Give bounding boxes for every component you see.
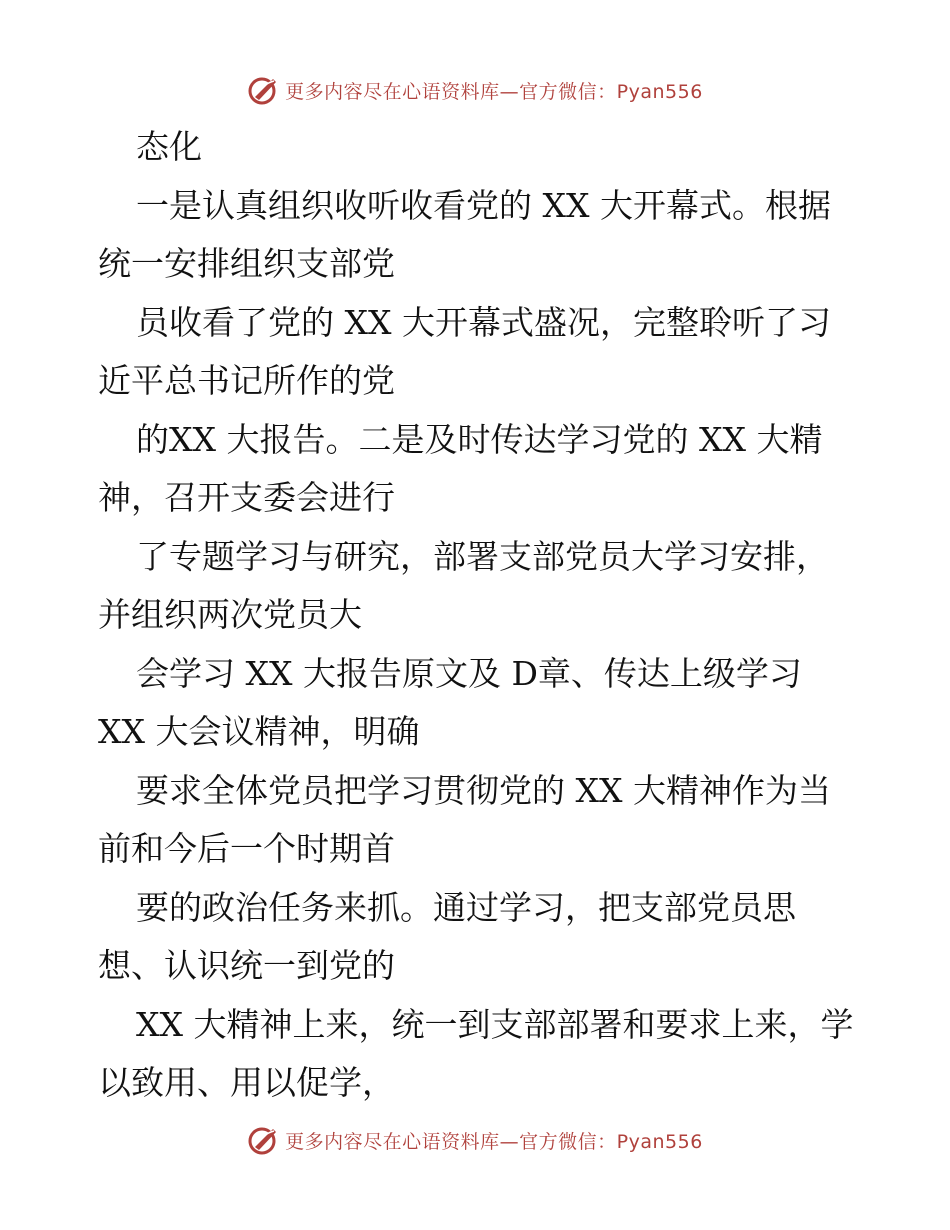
paragraph: 会学习 XX 大报告原文及 D章、传达上级学习 XX 大会议精神，明确	[98, 653, 813, 751]
quill-pen-logo-icon	[247, 1123, 281, 1157]
paragraph: XX 大精神上来，统一到支部部署和要求上来，学以致用、用以促学，	[98, 1004, 854, 1102]
footer-banner-text: 更多内容尽在心语资料库—官方微信：Pyan556	[285, 1130, 703, 1153]
paragraph: 要的政治任务来抓。通过学习，把支部党员思想、认识统一到党的	[98, 887, 796, 985]
paragraph: 要求全体党员把学习贯彻党的 XX 大精神作为当前和今后一个时期首	[98, 770, 831, 868]
document-body	[98, 118, 858, 1113]
paragraph: 员收看了党的 XX 大开幕式盛况，完整聆听了习近平总书记所作的党	[98, 302, 831, 400]
paragraph: 态化	[136, 127, 202, 166]
header-banner	[0, 70, 950, 110]
paragraph: 一是认真组织收听收看党的 XX 大开幕式。根据统一安排组织支部党	[98, 185, 831, 283]
paragraph: 的XX 大报告。二是及时传达学习党的 XX 大精神，召开支委会进行	[98, 419, 823, 517]
footer-banner	[0, 1120, 950, 1160]
header-banner-text: 更多内容尽在心语资料库—官方微信：Pyan556	[285, 80, 703, 103]
quill-pen-logo-icon	[247, 73, 281, 107]
paragraph: 了专题学习与研究，部署支部党员大学习安排，并组织两次党员大	[98, 536, 829, 634]
